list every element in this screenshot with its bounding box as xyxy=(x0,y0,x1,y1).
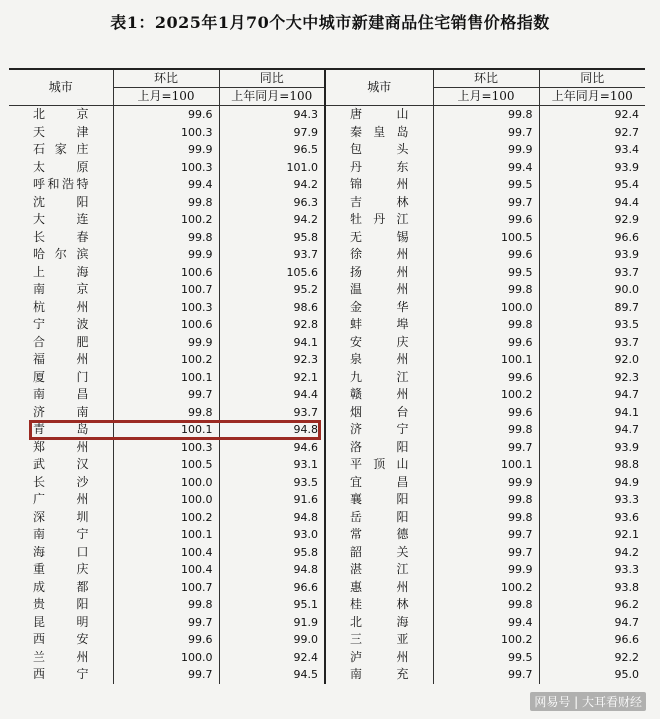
table-row xyxy=(9,526,645,544)
yoy-cell: 105.6 xyxy=(219,264,325,282)
city-cell: 金华 xyxy=(325,299,433,317)
yoy-cell: 94.7 xyxy=(539,421,645,439)
city-cell: 包头 xyxy=(325,141,433,159)
city-cell: 温州 xyxy=(325,281,433,299)
table-row xyxy=(9,281,645,299)
mom-cell: 99.6 xyxy=(113,106,219,124)
mom-cell: 99.9 xyxy=(113,334,219,352)
city-cell: 济宁 xyxy=(325,421,433,439)
yoy-cell: 93.1 xyxy=(219,456,325,474)
header-yoy-left: 同比 xyxy=(219,69,325,88)
table-row xyxy=(9,141,645,159)
city-cell: 平顶山 xyxy=(325,456,433,474)
yoy-cell: 98.6 xyxy=(219,299,325,317)
city-cell: 扬州 xyxy=(325,264,433,282)
mom-cell: 99.9 xyxy=(433,141,539,159)
table-row xyxy=(9,614,645,632)
table-row xyxy=(9,211,645,229)
mom-cell: 99.8 xyxy=(113,596,219,614)
yoy-cell: 101.0 xyxy=(219,159,325,177)
table-row xyxy=(9,194,645,212)
city-cell: 呼和浩特 xyxy=(33,177,89,191)
table-row xyxy=(9,369,645,387)
mom-cell: 100.4 xyxy=(113,544,219,562)
table-row xyxy=(9,386,645,404)
header-mom-base-right: 上月=100 xyxy=(433,88,539,106)
yoy-cell: 93.5 xyxy=(539,316,645,334)
header-yoy-base-left: 上年同月=100 xyxy=(219,88,325,106)
mom-cell: 99.9 xyxy=(433,561,539,579)
mom-cell: 99.7 xyxy=(113,666,219,684)
mom-cell: 99.8 xyxy=(433,421,539,439)
yoy-cell: 95.1 xyxy=(219,596,325,614)
city-cell: 赣州 xyxy=(325,386,433,404)
city-cell: 宁波 xyxy=(33,317,89,331)
mom-cell: 99.7 xyxy=(433,194,539,212)
city-cell: 杭州 xyxy=(33,299,89,314)
table-row xyxy=(9,106,645,124)
header-city-left: 城市 xyxy=(9,69,113,106)
mom-cell: 99.8 xyxy=(113,194,219,212)
yoy-cell: 94.7 xyxy=(539,386,645,404)
city-cell: 广州 xyxy=(33,492,89,506)
table-row xyxy=(9,264,645,282)
mom-cell: 99.7 xyxy=(113,614,219,632)
city-cell: 唐山 xyxy=(325,106,433,124)
mom-cell: 100.0 xyxy=(433,299,539,317)
city-cell: 洛阳 xyxy=(325,439,433,457)
mom-cell: 100.4 xyxy=(113,561,219,579)
city-cell: 哈尔滨 xyxy=(33,247,89,261)
mom-cell: 100.0 xyxy=(113,474,219,492)
table-row xyxy=(9,351,645,369)
header-yoy-right: 同比 xyxy=(539,69,645,88)
city-cell: 青岛 xyxy=(33,422,89,436)
city-cell: 深圳 xyxy=(33,509,89,524)
city-cell: 武汉 xyxy=(33,457,89,471)
table-row xyxy=(9,124,645,142)
yoy-cell: 93.5 xyxy=(219,474,325,492)
yoy-cell: 92.4 xyxy=(539,106,645,124)
yoy-cell: 93.4 xyxy=(539,141,645,159)
yoy-cell: 94.8 xyxy=(219,509,325,527)
yoy-cell: 95.8 xyxy=(219,544,325,562)
mom-cell: 99.8 xyxy=(113,229,219,247)
yoy-cell: 94.1 xyxy=(219,334,325,352)
yoy-cell: 93.0 xyxy=(219,526,325,544)
city-cell: 北京 xyxy=(33,107,89,121)
yoy-cell: 92.0 xyxy=(539,351,645,369)
mom-cell: 99.9 xyxy=(433,474,539,492)
mom-cell: 99.7 xyxy=(433,124,539,142)
mom-cell: 99.8 xyxy=(433,596,539,614)
mom-cell: 99.5 xyxy=(433,264,539,282)
yoy-cell: 93.7 xyxy=(219,246,325,264)
yoy-cell: 97.9 xyxy=(219,124,325,142)
table-row xyxy=(9,246,645,264)
mom-cell: 99.7 xyxy=(433,526,539,544)
city-cell: 海口 xyxy=(33,544,89,559)
city-cell: 沈阳 xyxy=(33,194,89,209)
yoy-cell: 94.1 xyxy=(539,404,645,422)
mom-cell: 100.3 xyxy=(113,124,219,142)
yoy-cell: 93.9 xyxy=(539,246,645,264)
yoy-cell: 89.7 xyxy=(539,299,645,317)
mom-cell: 100.3 xyxy=(113,159,219,177)
city-cell: 太原 xyxy=(33,159,89,174)
mom-cell: 100.7 xyxy=(113,579,219,597)
mom-cell: 99.8 xyxy=(113,404,219,422)
city-cell: 西宁 xyxy=(33,667,89,681)
table-row xyxy=(9,491,645,509)
yoy-cell: 99.0 xyxy=(219,631,325,649)
city-cell: 宜昌 xyxy=(325,474,433,492)
mom-cell: 99.8 xyxy=(433,316,539,334)
city-cell: 牡丹江 xyxy=(325,211,433,229)
mom-cell: 100.1 xyxy=(113,526,219,544)
table-row xyxy=(9,421,645,439)
mom-cell: 99.6 xyxy=(433,211,539,229)
mom-cell: 99.4 xyxy=(113,176,219,194)
mom-cell: 99.6 xyxy=(113,631,219,649)
yoy-cell: 93.6 xyxy=(539,509,645,527)
table-row xyxy=(9,439,645,457)
city-cell: 重庆 xyxy=(33,562,89,576)
watermark: 网易号 | 大耳看财经 xyxy=(530,692,646,711)
city-cell: 岳阳 xyxy=(325,509,433,527)
header-yoy-base-right: 上年同月=100 xyxy=(539,88,645,106)
yoy-cell: 93.7 xyxy=(539,264,645,282)
mom-cell: 100.2 xyxy=(433,579,539,597)
yoy-cell: 93.8 xyxy=(539,579,645,597)
city-cell: 安庆 xyxy=(325,334,433,352)
mom-cell: 100.0 xyxy=(113,649,219,667)
mom-cell: 100.1 xyxy=(113,369,219,387)
mom-cell: 99.4 xyxy=(433,159,539,177)
table-row xyxy=(9,509,645,527)
yoy-cell: 93.7 xyxy=(219,404,325,422)
mom-cell: 100.2 xyxy=(113,509,219,527)
yoy-cell: 93.3 xyxy=(539,561,645,579)
mom-cell: 99.6 xyxy=(433,246,539,264)
table-row xyxy=(9,159,645,177)
table-row xyxy=(9,404,645,422)
yoy-cell: 94.8 xyxy=(219,561,325,579)
table-row xyxy=(9,299,645,317)
mom-cell: 100.2 xyxy=(113,211,219,229)
mom-cell: 99.7 xyxy=(433,439,539,457)
city-cell: 韶关 xyxy=(325,544,433,562)
yoy-cell: 92.9 xyxy=(539,211,645,229)
table-row xyxy=(9,561,645,579)
yoy-cell: 94.6 xyxy=(219,439,325,457)
yoy-cell: 96.2 xyxy=(539,596,645,614)
city-cell: 长春 xyxy=(33,229,89,244)
city-cell: 惠州 xyxy=(325,579,433,597)
yoy-cell: 93.7 xyxy=(539,334,645,352)
yoy-cell: 92.1 xyxy=(539,526,645,544)
yoy-cell: 91.6 xyxy=(219,491,325,509)
city-cell: 锦州 xyxy=(325,176,433,194)
city-cell: 湛江 xyxy=(325,561,433,579)
yoy-cell: 92.7 xyxy=(539,124,645,142)
yoy-cell: 94.4 xyxy=(219,386,325,404)
table-row xyxy=(9,596,645,614)
yoy-cell: 92.4 xyxy=(219,649,325,667)
yoy-cell: 96.6 xyxy=(219,579,325,597)
mom-cell: 99.8 xyxy=(433,106,539,124)
city-cell: 南京 xyxy=(33,282,89,296)
city-cell: 南宁 xyxy=(33,527,89,541)
mom-cell: 100.1 xyxy=(113,421,219,439)
header-mom-base-left: 上月=100 xyxy=(113,88,219,106)
city-cell: 天津 xyxy=(33,124,89,139)
yoy-cell: 93.9 xyxy=(539,439,645,457)
yoy-cell: 94.2 xyxy=(219,211,325,229)
table-title: 表1：2025年1月70个大中城市新建商品住宅销售价格指数 xyxy=(110,13,550,32)
city-cell: 石家庄 xyxy=(33,142,89,156)
mom-cell: 100.5 xyxy=(113,456,219,474)
yoy-cell: 92.1 xyxy=(219,369,325,387)
table-row xyxy=(9,176,645,194)
mom-cell: 99.5 xyxy=(433,176,539,194)
mom-cell: 100.7 xyxy=(113,281,219,299)
yoy-cell: 92.3 xyxy=(539,369,645,387)
city-cell: 昆明 xyxy=(33,614,89,629)
yoy-cell: 94.5 xyxy=(219,666,325,684)
yoy-cell: 92.2 xyxy=(539,649,645,667)
table-body xyxy=(9,106,645,684)
city-cell: 烟台 xyxy=(325,404,433,422)
city-cell: 长沙 xyxy=(33,474,89,489)
city-cell: 厦门 xyxy=(33,369,89,384)
yoy-cell: 93.9 xyxy=(539,159,645,177)
mom-cell: 100.0 xyxy=(113,491,219,509)
mom-cell: 100.6 xyxy=(113,316,219,334)
mom-cell: 99.7 xyxy=(433,666,539,684)
mom-cell: 99.7 xyxy=(113,386,219,404)
mom-cell: 100.2 xyxy=(113,351,219,369)
yoy-cell: 94.8 xyxy=(219,421,325,439)
mom-cell: 99.5 xyxy=(433,649,539,667)
city-cell: 秦皇岛 xyxy=(325,124,433,142)
city-cell: 福州 xyxy=(33,352,89,366)
mom-cell: 100.2 xyxy=(433,631,539,649)
city-cell: 南昌 xyxy=(33,387,89,401)
mom-cell: 99.4 xyxy=(433,614,539,632)
price-index-table xyxy=(9,68,645,684)
yoy-cell: 90.0 xyxy=(539,281,645,299)
mom-cell: 100.2 xyxy=(433,386,539,404)
city-cell: 徐州 xyxy=(325,246,433,264)
mom-cell: 100.3 xyxy=(113,299,219,317)
yoy-cell: 94.4 xyxy=(539,194,645,212)
city-cell: 丹东 xyxy=(325,159,433,177)
mom-cell: 99.6 xyxy=(433,334,539,352)
mom-cell: 99.6 xyxy=(433,369,539,387)
yoy-cell: 95.2 xyxy=(219,281,325,299)
table-row xyxy=(9,229,645,247)
yoy-cell: 91.9 xyxy=(219,614,325,632)
mom-cell: 100.3 xyxy=(113,439,219,457)
header-mom-left: 环比 xyxy=(113,69,219,88)
city-cell: 泉州 xyxy=(325,351,433,369)
mom-cell: 100.6 xyxy=(113,264,219,282)
city-cell: 泸州 xyxy=(325,649,433,667)
city-cell: 襄阳 xyxy=(325,491,433,509)
mom-cell: 99.9 xyxy=(113,246,219,264)
city-cell: 兰州 xyxy=(33,649,89,664)
city-cell: 成都 xyxy=(33,579,89,594)
city-cell: 济南 xyxy=(33,404,89,419)
city-cell: 大连 xyxy=(33,212,89,226)
yoy-cell: 98.8 xyxy=(539,456,645,474)
yoy-cell: 94.3 xyxy=(219,106,325,124)
mom-cell: 100.5 xyxy=(433,229,539,247)
city-cell: 蚌埠 xyxy=(325,316,433,334)
city-cell: 吉林 xyxy=(325,194,433,212)
table-row xyxy=(9,316,645,334)
city-cell: 桂林 xyxy=(325,596,433,614)
yoy-cell: 94.2 xyxy=(539,544,645,562)
yoy-cell: 96.3 xyxy=(219,194,325,212)
yoy-cell: 96.6 xyxy=(539,631,645,649)
yoy-cell: 94.7 xyxy=(539,614,645,632)
table-row xyxy=(9,579,645,597)
yoy-cell: 95.0 xyxy=(539,666,645,684)
table-row xyxy=(9,544,645,562)
city-cell: 九江 xyxy=(325,369,433,387)
yoy-cell: 94.2 xyxy=(219,176,325,194)
header-city-right: 城市 xyxy=(325,69,433,106)
city-cell: 三亚 xyxy=(325,631,433,649)
city-cell: 贵阳 xyxy=(33,597,89,611)
yoy-cell: 92.8 xyxy=(219,316,325,334)
table-row xyxy=(9,631,645,649)
mom-cell: 99.9 xyxy=(113,141,219,159)
mom-cell: 100.1 xyxy=(433,351,539,369)
city-cell: 上海 xyxy=(33,264,89,279)
table-row xyxy=(9,456,645,474)
table-row xyxy=(9,474,645,492)
yoy-cell: 95.4 xyxy=(539,176,645,194)
mom-cell: 99.8 xyxy=(433,509,539,527)
mom-cell: 99.7 xyxy=(433,544,539,562)
yoy-cell: 96.5 xyxy=(219,141,325,159)
table-row xyxy=(9,649,645,667)
city-cell: 郑州 xyxy=(33,439,89,454)
table-row xyxy=(9,666,645,684)
mom-cell: 99.6 xyxy=(433,404,539,422)
city-cell: 无锡 xyxy=(325,229,433,247)
yoy-cell: 96.6 xyxy=(539,229,645,247)
city-cell: 常德 xyxy=(325,526,433,544)
header-mom-right: 环比 xyxy=(433,69,539,88)
yoy-cell: 92.3 xyxy=(219,351,325,369)
city-cell: 合肥 xyxy=(33,334,89,349)
yoy-cell: 93.3 xyxy=(539,491,645,509)
table-row xyxy=(9,334,645,352)
yoy-cell: 94.9 xyxy=(539,474,645,492)
city-cell: 北海 xyxy=(325,614,433,632)
mom-cell: 99.8 xyxy=(433,281,539,299)
mom-cell: 99.8 xyxy=(433,491,539,509)
yoy-cell: 95.8 xyxy=(219,229,325,247)
city-cell: 西安 xyxy=(33,632,89,646)
mom-cell: 100.1 xyxy=(433,456,539,474)
city-cell: 南充 xyxy=(325,666,433,684)
